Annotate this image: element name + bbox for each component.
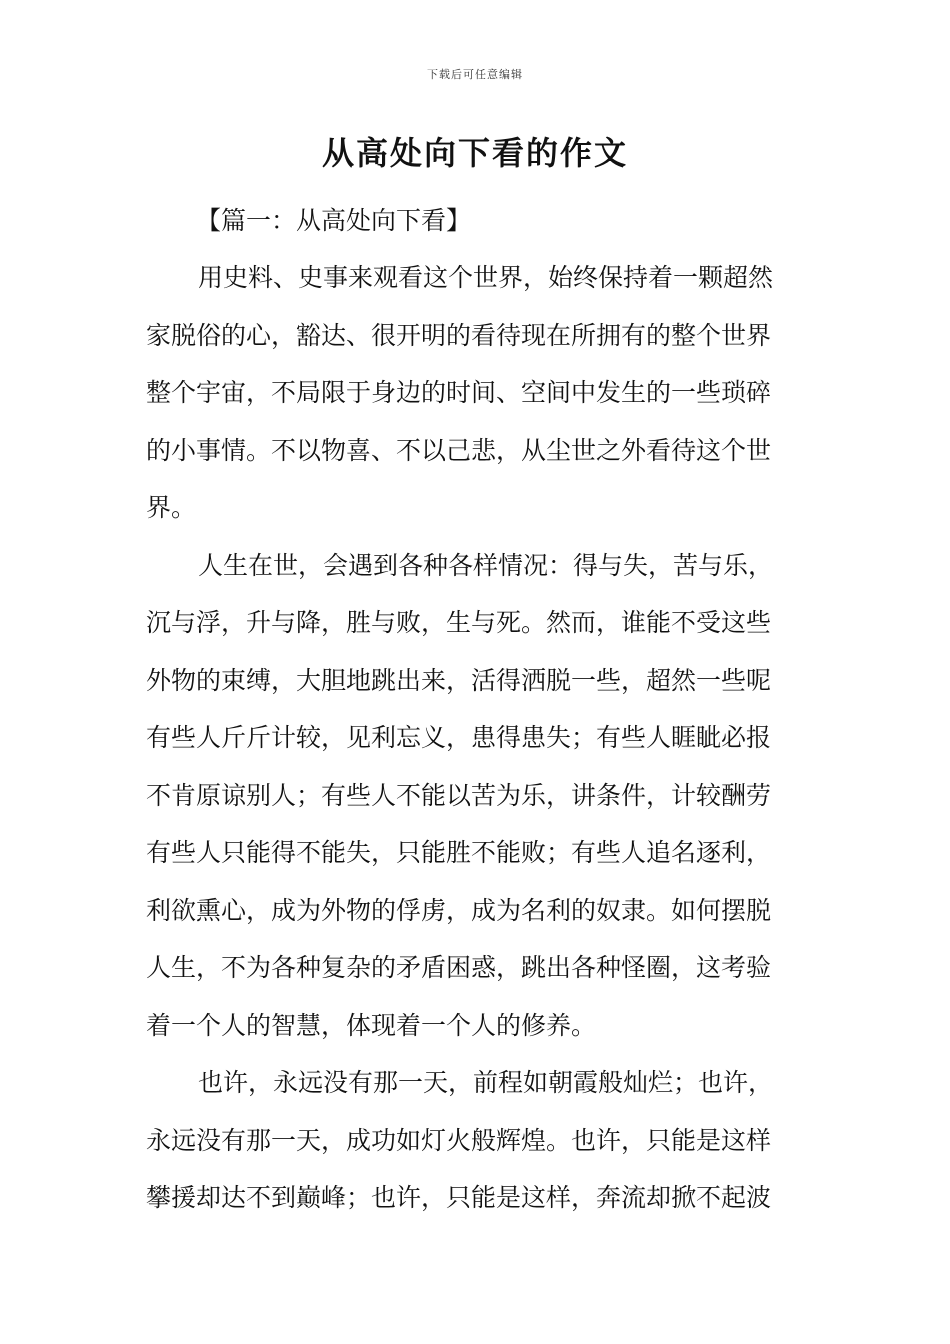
- section-heading: 【篇一：从高处向下看】: [196, 206, 472, 235]
- paragraph-line: 攀援却达不到巅峰；也许，只能是这样，奔流却掀不起波: [146, 1183, 772, 1212]
- paragraph-line: 人生在世，会遇到各种各样情况：得与失，苦与乐，: [198, 550, 774, 580]
- paragraph-line: 永远没有那一天，成功如灯火般辉煌。也许，只能是这样: [146, 1125, 772, 1155]
- paragraph-line: 利欲熏心，成为外物的俘虏，成为名利的奴隶。如何摆脱: [146, 895, 772, 925]
- paragraph-2: [146, 537, 806, 1055]
- paragraph-line: 整个宇宙，不局限于身边的时间、空间中发生的一些琐碎: [146, 378, 772, 407]
- document-body: [146, 192, 806, 1227]
- header-note: 下载后可任意编辑: [427, 68, 523, 81]
- paragraph-line: 不肯原谅别人；有些人不能以苦为乐，讲条件，计较酬劳: [146, 780, 772, 810]
- paragraph-line: 用史料、史事来观看这个世界，始终保持着一颗超然: [198, 263, 774, 292]
- paragraph-line: 家脱俗的心，豁达、很开明的看待现在所拥有的整个世界: [146, 320, 772, 350]
- paragraph-line: 有些人斤斤计较，见利忘义，患得患失；有些人睚眦必报: [146, 723, 772, 752]
- paragraph-3: [146, 1054, 806, 1227]
- paragraph-line: 沉与浮，升与降，胜与败，生与死。然而，谁能不受这些: [146, 608, 772, 637]
- paragraph-line: 有些人只能得不能失，只能胜不能败；有些人追名逐利，: [146, 838, 772, 867]
- paragraph-line: 着一个人的智慧，体现着一个人的修养。: [146, 1010, 597, 1040]
- paragraph-line: 的小事情。不以物喜、不以己悲，从尘世之外看待这个世: [146, 435, 772, 465]
- paragraph-line: 外物的束缚，大胆地跳出来，活得洒脱一些，超然一些呢: [146, 665, 772, 695]
- paragraph-line: 界。: [146, 493, 197, 522]
- paragraph-line: 人生，不为各种复杂的矛盾困惑，跳出各种怪圈，这考验: [146, 953, 772, 982]
- paragraph-line: 也许，永远没有那一天，前程如朝霞般灿烂；也许，: [198, 1068, 774, 1097]
- document-title: 从高处向下看的作文: [321, 134, 628, 172]
- paragraph-1: [146, 249, 806, 537]
